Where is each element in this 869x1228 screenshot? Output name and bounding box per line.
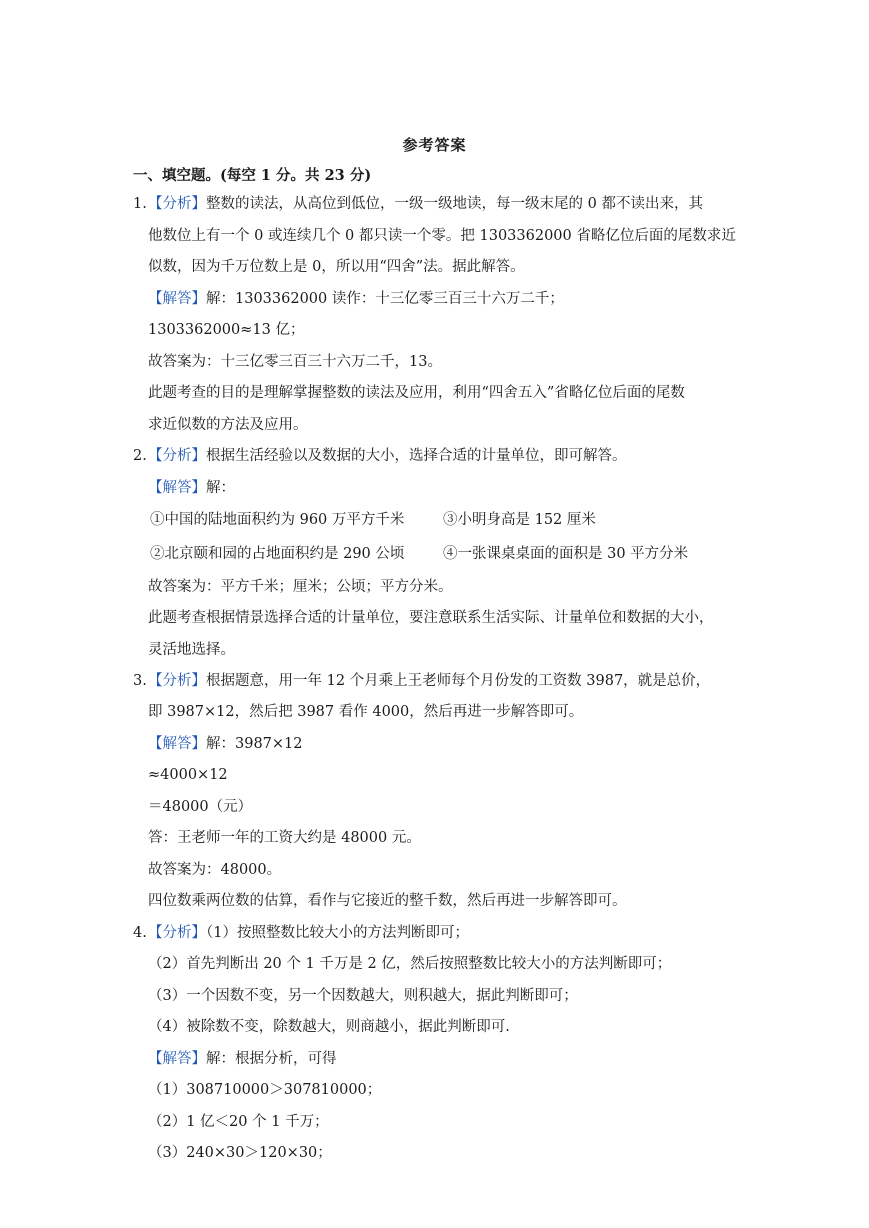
q2-number: 2.: [133, 448, 147, 464]
q1-comment-line-1: 此题考查的目的是理解掌握整数的读法及应用，利用“四舍五入”省略亿位后面的尾数: [148, 385, 685, 401]
q4-answer-line-2: （2）1 亿＜20 个 1 千万；: [148, 1114, 329, 1130]
q2-answer-line-1: 故答案为：平方千米；厘米；公顷；平方分米。: [148, 579, 453, 595]
q2-comment-line-1: 此题考查根据情景选择合适的计量单位，要注意联系生活实际、计量单位和数据的大小，: [148, 610, 714, 626]
q2-item-4: ④一张课桌桌面的面积是 30 平方分米: [443, 546, 689, 562]
q3-answer-line-4: 答：王老师一年的工资大约是 48000 元。: [148, 830, 421, 846]
analysis-tag: 【分析】: [148, 925, 206, 941]
q2-answer-line-0: [148, 478, 235, 498]
q4-analysis-line-2: （2）首先判断出 20 个 1 千万是 2 亿，然后按照整数比较大小的方法判断即可；: [148, 956, 672, 972]
q1-number: 1.: [133, 196, 147, 212]
q1-comment-line-2: 求近似数的方法及应用。: [148, 417, 308, 433]
q3-answer-text: 解：3987×12: [206, 736, 303, 752]
q4-answer-line-0: [148, 1049, 337, 1069]
q3-comment-line-1: 四位数乘两位数的估算，看作与它接近的整千数，然后再进一步解答即可。: [148, 893, 627, 909]
answer-tag: 【解答】: [148, 736, 206, 752]
q3-analysis-text: 根据题意，用一年 12 个月乘上王老师每个月份发的工资数 3987，就是总价，: [206, 673, 711, 689]
q4-analysis-line-3: （3）一个因数不变，另一个因数越大，则积越大，据此判断即可；: [148, 988, 578, 1004]
q2-item-1: ①中国的陆地面积约为 960 万平方千米: [150, 512, 405, 528]
q2-comment-line-2: 灵活地选择。: [148, 642, 235, 658]
q3-number: 3.: [133, 673, 147, 689]
q3-analysis-line-2: 即 3987×12，然后把 3987 看作 4000，然后再进一步解答即可。: [148, 704, 584, 720]
q4-answer-line-3: （3）240×30＞120×30；: [148, 1145, 332, 1161]
q3-answer-line-1: [148, 734, 303, 754]
q4-answer-line-1: （1）308710000＞307810000；: [148, 1082, 382, 1098]
q2-analysis-text: 根据生活经验以及数据的大小，选择合适的计量单位，即可解答。: [206, 448, 627, 464]
q4-analysis-text: （1）按照整数比较大小的方法判断即可；: [206, 925, 469, 941]
answer-tag: 【解答】: [148, 1051, 206, 1067]
q4-analysis-line-1: [133, 923, 469, 943]
q2-analysis-line-1: [133, 446, 627, 466]
answer-tag: 【解答】: [148, 480, 206, 496]
q1-answer-text: 解：1303362000 读作：十三亿零三百三十六万二千；: [206, 291, 564, 307]
q1-answer-line-2: 1303362000≈13 亿；: [148, 322, 305, 338]
q3-analysis-line-1: [133, 671, 710, 691]
q4-analysis-line-4: （4）被除数不变，除数越大，则商越小，据此判断即可.: [148, 1019, 510, 1035]
q1-analysis-line-1: [133, 194, 703, 214]
q1-answer-line-1: [148, 289, 564, 309]
q1-answer-line-3: 故答案为：十三亿零三百三十六万二千，13。: [148, 354, 442, 370]
page-title: 参考答案: [402, 136, 467, 154]
section-heading: 一、填空题。(每空 1 分。共 23 分): [133, 167, 372, 184]
analysis-tag: 【分析】: [148, 448, 206, 464]
q3-answer-line-5: 故答案为：48000。: [148, 862, 282, 878]
q1-analysis-line-3: 似数，因为千万位数上是 0，所以用“四舍”法。据此解答。: [148, 259, 525, 275]
q4-answer-text: 解：根据分析，可得: [206, 1051, 337, 1067]
q2-item-2: ②北京颐和园的占地面积约是 290 公顷: [150, 546, 405, 562]
q3-answer-line-2: ≈4000×12: [148, 767, 228, 783]
q4-number: 4.: [133, 925, 147, 941]
answer-tag: 【解答】: [148, 291, 206, 307]
q1-analysis-text: 整数的读法，从高位到低位，一级一级地读，每一级末尾的 0 都不读出来，其: [206, 196, 703, 212]
q1-analysis-line-2: 他数位上有一个 0 或连续几个 0 都只读一个零。把 1303362000 省略亿位后面的尾数求近: [148, 228, 736, 244]
q3-answer-line-3: ＝48000（元）: [148, 799, 253, 815]
analysis-tag: 【分析】: [148, 196, 206, 212]
q2-answer-text: 解：: [206, 480, 235, 496]
analysis-tag: 【分析】: [148, 673, 206, 689]
q2-item-3: ③小明身高是 152 厘米: [443, 512, 596, 528]
